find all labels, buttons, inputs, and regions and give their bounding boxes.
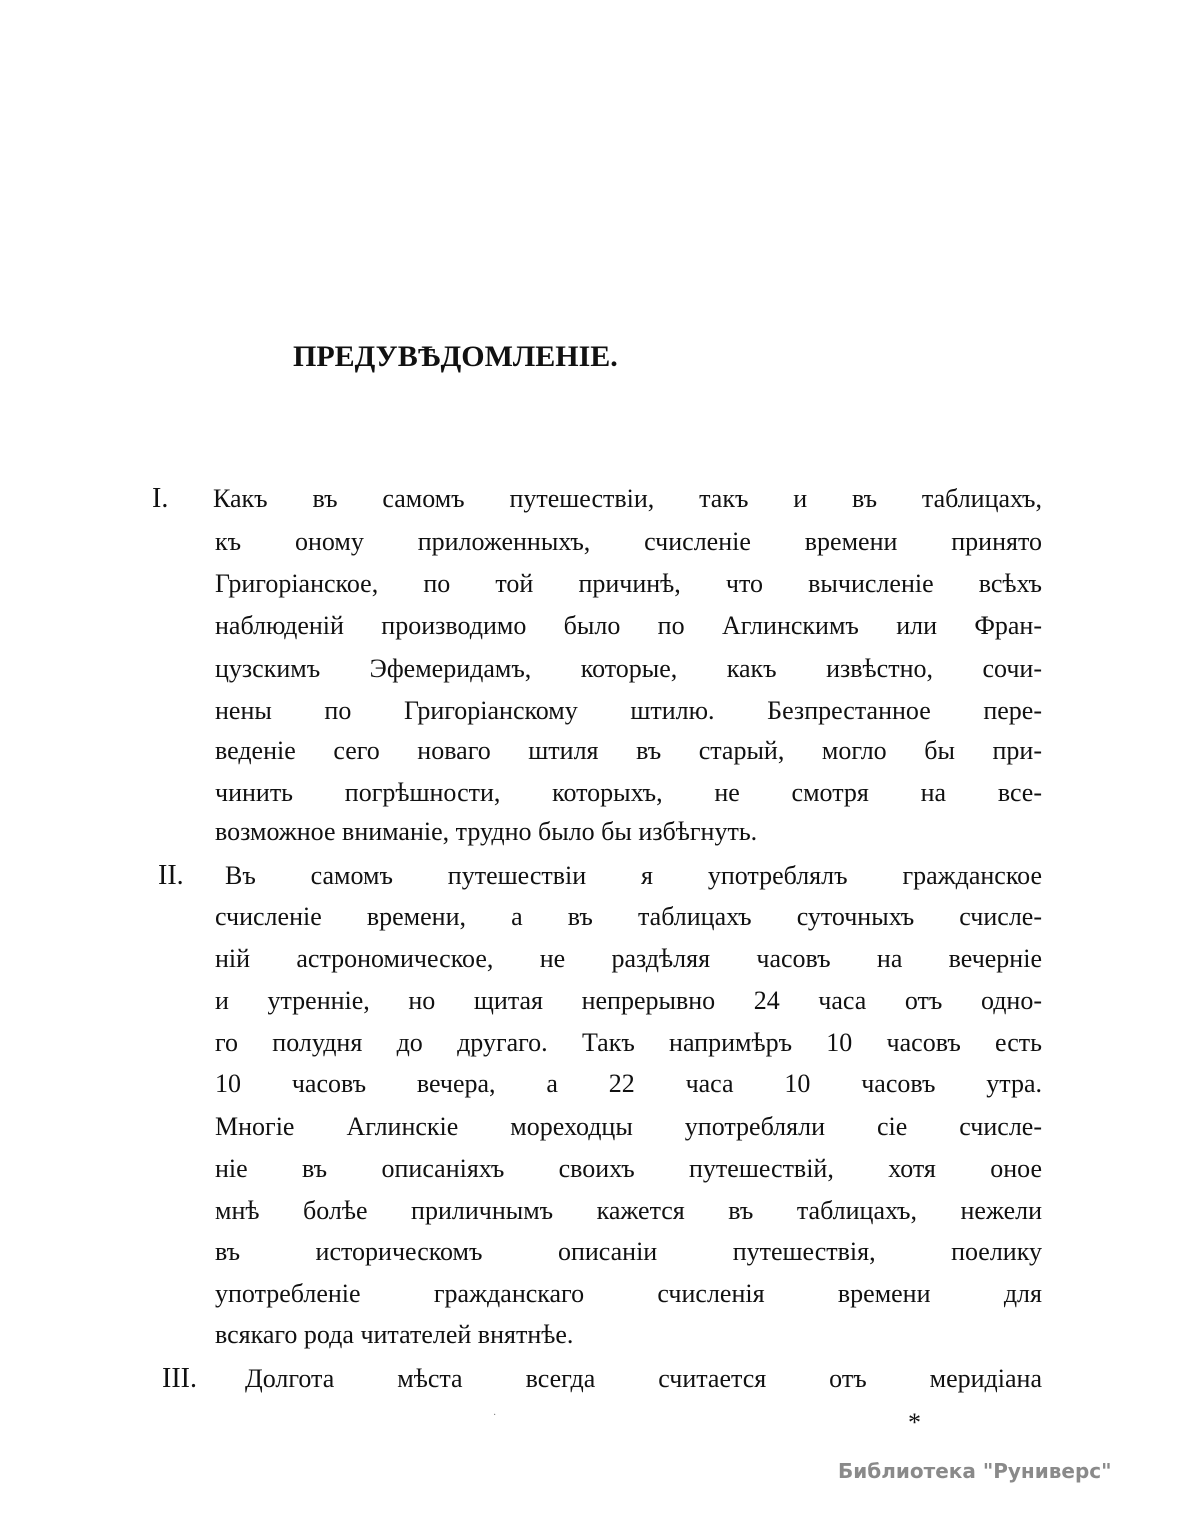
scan-speck: · [493,1410,497,1421]
text-line: ній астрономическое, не раздѣляя часовъ на вечерніе [215,944,1042,973]
text-line: веденіе сего новаго штиля въ старый, могло бы при- [215,736,1042,765]
text-line: чинить погрѣшности, которыхъ, не смотря на все- [215,778,1042,807]
section-numeral: I. [152,483,169,514]
text-line: и утренніе, но щитая непрерывно 24 часа отъ одно- [215,986,1042,1015]
text-line: Долгота мѣста всегда считается отъ меридіана [245,1364,1042,1393]
text-line: счисленіе времени, а въ таблицахъ суточныхъ счисле- [215,902,1042,931]
text-line: употребленіе гражданскаго счисленія времени для [215,1279,1042,1308]
text-line: всякаго рода читателей внятнѣе. [215,1320,574,1349]
section-numeral: II. [158,860,184,891]
page-heading: ПРЕДУВѢДОМЛЕНІЕ. [293,340,618,373]
text-line: въ историческомъ описаніи путешествія, поелику [215,1237,1042,1266]
text-line: Григоріанское, по той причинѣ, что вычисленіе всѣхъ [215,569,1042,598]
text-line: Какъ въ самомъ путешествіи, такъ и въ таблицахъ, [213,484,1042,513]
library-watermark: Библиотека "Руниверс" [838,1459,1112,1483]
text-line: наблюденій производимо было по Аглинскимъ или Фран- [215,611,1042,640]
text-line: возможное вниманіе, трудно было бы избѣгнуть. [215,817,758,846]
text-line: ніе въ описаніяхъ своихъ путешествій, хотя оное [215,1154,1042,1183]
signature-mark: * [908,1408,921,1437]
text-line: нены по Григоріанскому штилю. Безпрестанное пере- [215,696,1042,725]
text-line: къ оному приложенныхъ, счисленіе времени принято [215,527,1042,556]
text-line: мнѣ болѣе приличнымъ кажется въ таблицахъ, нежели [215,1196,1042,1225]
text-line: цузскимъ Эфемеридамъ, которые, какъ извѣстно, сочи- [215,654,1042,683]
text-line: го полудня до другаго. Такъ напримѣръ 10 часовъ есть [215,1028,1042,1057]
section-numeral: III. [162,1363,197,1394]
text-line: 10 часовъ вечера, а 22 часа 10 часовъ утра. [215,1069,1042,1098]
text-line: Многіе Аглинскіе мореходцы употребляли сіе счисле- [215,1112,1042,1141]
text-line: Въ самомъ путешествіи я употреблялъ гражданское [225,861,1042,890]
